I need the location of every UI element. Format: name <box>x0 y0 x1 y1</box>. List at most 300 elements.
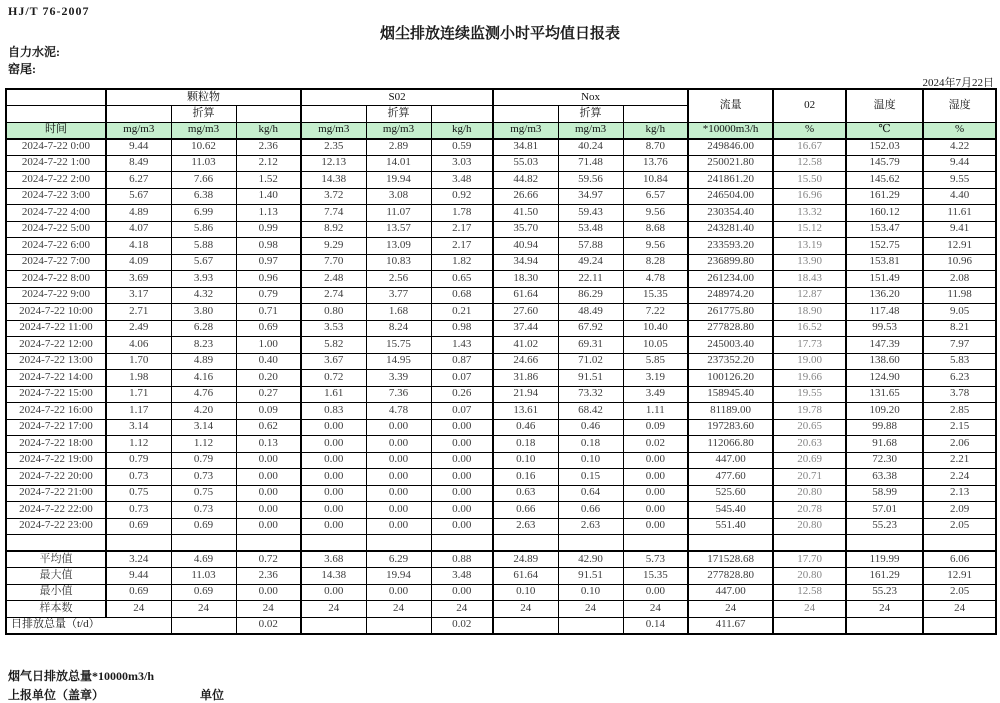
value-cell: 3.78 <box>923 386 996 403</box>
value-cell: 0.02 <box>431 617 493 634</box>
value-cell: 0.14 <box>623 617 688 634</box>
value-cell: 55.03 <box>493 155 558 172</box>
value-cell: 2.12 <box>236 155 301 172</box>
value-cell: 0.00 <box>236 518 301 535</box>
value-cell: 0.26 <box>431 386 493 403</box>
time-cell: 2024-7-22 21:00 <box>6 485 106 502</box>
value-cell: 158945.40 <box>688 386 773 403</box>
value-cell: 4.40 <box>923 188 996 205</box>
value-cell: 8.23 <box>171 337 236 354</box>
value-cell: 0.02 <box>236 617 301 634</box>
value-cell: 73.32 <box>558 386 623 403</box>
value-cell: 0.10 <box>493 584 558 601</box>
value-cell: 3.48 <box>431 568 493 585</box>
value-cell: 0.98 <box>431 320 493 337</box>
value-cell: 0.73 <box>171 469 236 486</box>
value-cell: 12.87 <box>773 287 846 304</box>
value-cell: 0.92 <box>431 188 493 205</box>
value-cell: 4.16 <box>171 370 236 387</box>
table-row <box>6 452 996 469</box>
value-cell: 10.84 <box>623 172 688 189</box>
value-cell <box>366 617 431 634</box>
value-cell: 0.00 <box>623 485 688 502</box>
value-cell: 124.90 <box>846 370 923 387</box>
time-cell: 2024-7-22 4:00 <box>6 205 106 222</box>
empty-cell <box>493 106 558 123</box>
value-cell: 0.69 <box>236 320 301 337</box>
value-cell: 6.23 <box>923 370 996 387</box>
value-cell: 10.05 <box>623 337 688 354</box>
value-cell: 4.69 <box>171 551 236 568</box>
value-cell: 63.38 <box>846 469 923 486</box>
value-cell: 4.18 <box>106 238 171 255</box>
value-cell: 151.49 <box>846 271 923 288</box>
value-cell: 9.44 <box>106 568 171 585</box>
value-cell: 109.20 <box>846 403 923 420</box>
table-row <box>6 238 996 255</box>
value-cell: 0.69 <box>106 584 171 601</box>
value-cell: 5.67 <box>106 188 171 205</box>
value-cell: 0.15 <box>558 469 623 486</box>
report-date: 2024年7月22日 <box>922 77 994 89</box>
value-cell: 40.24 <box>558 139 623 156</box>
value-cell: 0.69 <box>171 584 236 601</box>
value-cell: 24 <box>106 601 171 618</box>
value-cell: 138.60 <box>846 353 923 370</box>
value-cell: 0.62 <box>236 419 301 436</box>
table-row <box>6 370 996 387</box>
unit-cell: % <box>773 122 846 139</box>
report-unit-label: 上报单位（盖章） <box>8 688 105 702</box>
time-cell: 2024-7-22 23:00 <box>6 518 106 535</box>
time-cell: 2024-7-22 3:00 <box>6 188 106 205</box>
value-cell: 0.00 <box>301 469 366 486</box>
value-cell: 0.00 <box>623 502 688 519</box>
value-cell: 0.40 <box>236 353 301 370</box>
value-cell: 4.76 <box>171 386 236 403</box>
table-row <box>6 287 996 304</box>
value-cell: 19.66 <box>773 370 846 387</box>
value-cell: 7.97 <box>923 337 996 354</box>
value-cell: 12.91 <box>923 238 996 255</box>
value-cell: 24 <box>431 601 493 618</box>
value-cell: 3.80 <box>171 304 236 321</box>
time-cell: 2024-7-22 11:00 <box>6 320 106 337</box>
value-cell: 55.23 <box>846 584 923 601</box>
value-cell: 0.75 <box>171 485 236 502</box>
value-cell: 48.49 <box>558 304 623 321</box>
value-cell: 0.10 <box>558 584 623 601</box>
value-cell: 24 <box>773 601 846 618</box>
table-row <box>6 403 996 420</box>
value-cell: 3.67 <box>301 353 366 370</box>
value-cell: 24 <box>923 601 996 618</box>
value-cell: 7.22 <box>623 304 688 321</box>
table-row <box>6 485 996 502</box>
value-cell <box>493 617 558 634</box>
value-cell: 8.49 <box>106 155 171 172</box>
value-cell: 1.12 <box>106 436 171 453</box>
value-cell: 18.90 <box>773 304 846 321</box>
value-cell: 19.94 <box>366 172 431 189</box>
value-cell: 91.51 <box>558 370 623 387</box>
unit-cell: mg/m3 <box>558 122 623 139</box>
value-cell: 7.36 <box>366 386 431 403</box>
value-cell: 22.11 <box>558 271 623 288</box>
value-cell: 9.56 <box>623 238 688 255</box>
value-cell: 2.17 <box>431 238 493 255</box>
separator-row <box>6 535 996 552</box>
value-cell: 0.10 <box>493 452 558 469</box>
time-cell: 2024-7-22 19:00 <box>6 452 106 469</box>
value-cell: 0.00 <box>301 436 366 453</box>
value-cell: 0.00 <box>623 469 688 486</box>
summary-row <box>6 601 996 618</box>
table-row <box>6 502 996 519</box>
value-cell: 58.99 <box>846 485 923 502</box>
value-cell: 0.18 <box>558 436 623 453</box>
value-cell: 145.62 <box>846 172 923 189</box>
value-cell: 545.40 <box>688 502 773 519</box>
value-cell: 0.00 <box>431 584 493 601</box>
value-cell: 0.00 <box>623 452 688 469</box>
group-particulate: 颗粒物 <box>106 89 301 106</box>
value-cell: 0.68 <box>431 287 493 304</box>
value-cell: 10.96 <box>923 254 996 271</box>
value-cell: 0.00 <box>366 518 431 535</box>
empty-cell <box>431 535 493 552</box>
page-title: 烟尘排放连续监测小时平均值日报表 <box>379 26 620 42</box>
value-cell: 13.76 <box>623 155 688 172</box>
value-cell: 20.80 <box>773 485 846 502</box>
value-cell: 11.61 <box>923 205 996 222</box>
value-cell: 0.21 <box>431 304 493 321</box>
value-cell: 34.94 <box>493 254 558 271</box>
value-cell: 153.47 <box>846 221 923 238</box>
value-cell: 57.88 <box>558 238 623 255</box>
value-cell: 0.02 <box>623 436 688 453</box>
value-cell: 4.78 <box>623 271 688 288</box>
value-cell: 71.48 <box>558 155 623 172</box>
value-cell: 1.17 <box>106 403 171 420</box>
empty-cell <box>846 535 923 552</box>
value-cell: 0.00 <box>366 436 431 453</box>
unit-label: 单位 <box>200 688 225 702</box>
value-cell: 16.67 <box>773 139 846 156</box>
value-cell: 7.74 <box>301 205 366 222</box>
value-cell: 237352.20 <box>688 353 773 370</box>
value-cell: 0.00 <box>431 419 493 436</box>
value-cell: 12.13 <box>301 155 366 172</box>
value-cell: 236899.80 <box>688 254 773 271</box>
value-cell: 37.44 <box>493 320 558 337</box>
value-cell: 21.94 <box>493 386 558 403</box>
value-cell: 0.66 <box>493 502 558 519</box>
value-cell: 6.06 <box>923 551 996 568</box>
value-cell: 0.83 <box>301 403 366 420</box>
value-cell: 0.07 <box>431 370 493 387</box>
empty-cell <box>431 106 493 123</box>
value-cell: 24 <box>301 601 366 618</box>
value-cell: 15.12 <box>773 221 846 238</box>
value-cell: 3.14 <box>171 419 236 436</box>
value-cell: 0.99 <box>236 221 301 238</box>
value-cell: 277828.80 <box>688 320 773 337</box>
value-cell <box>846 617 923 634</box>
value-cell: 12.58 <box>773 584 846 601</box>
value-cell: 5.88 <box>171 238 236 255</box>
value-cell <box>171 617 236 634</box>
value-cell: 57.01 <box>846 502 923 519</box>
value-cell: 24 <box>623 601 688 618</box>
value-cell: 233593.20 <box>688 238 773 255</box>
value-cell: 3.72 <box>301 188 366 205</box>
summary-row <box>6 551 996 568</box>
value-cell: 0.80 <box>301 304 366 321</box>
value-cell: 3.77 <box>366 287 431 304</box>
value-cell: 3.49 <box>623 386 688 403</box>
value-cell: 0.00 <box>366 502 431 519</box>
header-units-row <box>6 122 996 139</box>
value-cell: 4.07 <box>106 221 171 238</box>
value-cell: 261775.80 <box>688 304 773 321</box>
table-row <box>6 320 996 337</box>
value-cell: 5.83 <box>923 353 996 370</box>
value-cell: 14.38 <box>301 172 366 189</box>
value-cell: 153.81 <box>846 254 923 271</box>
unit-cell: mg/m3 <box>301 122 366 139</box>
value-cell: 2.36 <box>236 139 301 156</box>
value-cell: 8.70 <box>623 139 688 156</box>
value-cell: 20.80 <box>773 568 846 585</box>
table-body <box>6 139 996 634</box>
value-cell: 0.00 <box>236 485 301 502</box>
value-cell: 6.28 <box>171 320 236 337</box>
value-cell: 8.28 <box>623 254 688 271</box>
value-cell <box>773 617 846 634</box>
time-cell: 2024-7-22 13:00 <box>6 353 106 370</box>
time-header: 时间 <box>6 122 106 139</box>
value-cell: 2.05 <box>923 584 996 601</box>
value-cell: 24.66 <box>493 353 558 370</box>
value-cell: 9.05 <box>923 304 996 321</box>
value-cell: 10.83 <box>366 254 431 271</box>
value-cell: 91.51 <box>558 568 623 585</box>
value-cell: 15.75 <box>366 337 431 354</box>
table-row <box>6 337 996 354</box>
empty-cell <box>171 535 236 552</box>
daily-total-label-cell: 日排放总量（t/d） <box>6 617 171 634</box>
value-cell: 2.06 <box>923 436 996 453</box>
unit-cell: mg/m3 <box>493 122 558 139</box>
value-cell: 24 <box>366 601 431 618</box>
value-cell: 91.68 <box>846 436 923 453</box>
time-cell: 2024-7-22 15:00 <box>6 386 106 403</box>
empty-cell <box>923 535 996 552</box>
value-cell: 18.43 <box>773 271 846 288</box>
value-cell: 9.29 <box>301 238 366 255</box>
time-cell: 2024-7-22 7:00 <box>6 254 106 271</box>
time-cell: 2024-7-22 14:00 <box>6 370 106 387</box>
value-cell: 2.13 <box>923 485 996 502</box>
value-cell: 99.53 <box>846 320 923 337</box>
value-cell: 0.00 <box>623 584 688 601</box>
value-cell: 6.27 <box>106 172 171 189</box>
report-table <box>5 88 997 635</box>
value-cell: 11.03 <box>171 155 236 172</box>
value-cell: 0.00 <box>431 485 493 502</box>
value-cell: 0.00 <box>431 502 493 519</box>
value-cell: 0.00 <box>366 419 431 436</box>
table-row <box>6 205 996 222</box>
table-row <box>6 304 996 321</box>
summary-label-cell: 样本数 <box>6 601 106 618</box>
standard-code: HJ/T 76-2007 <box>8 4 90 18</box>
value-cell: 0.79 <box>171 452 236 469</box>
table-row <box>6 139 996 156</box>
time-cell: 2024-7-22 6:00 <box>6 238 106 255</box>
value-cell: 20.78 <box>773 502 846 519</box>
value-cell: 3.24 <box>106 551 171 568</box>
value-cell: 2.21 <box>923 452 996 469</box>
value-cell: 145.79 <box>846 155 923 172</box>
value-cell: 6.99 <box>171 205 236 222</box>
table-row <box>6 469 996 486</box>
value-cell: 11.07 <box>366 205 431 222</box>
value-cell: 2.48 <box>301 271 366 288</box>
table-row <box>6 518 996 535</box>
value-cell: 1.52 <box>236 172 301 189</box>
time-cell: 2024-7-22 8:00 <box>6 271 106 288</box>
value-cell: 99.88 <box>846 419 923 436</box>
empty-cell <box>236 535 301 552</box>
value-cell: 34.97 <box>558 188 623 205</box>
value-cell: 20.71 <box>773 469 846 486</box>
table-row <box>6 271 996 288</box>
empty-cell <box>493 535 558 552</box>
time-cell: 2024-7-22 22:00 <box>6 502 106 519</box>
value-cell: 0.72 <box>236 551 301 568</box>
table-row <box>6 221 996 238</box>
empty-cell <box>106 106 171 123</box>
value-cell: 1.78 <box>431 205 493 222</box>
value-cell: 0.00 <box>301 419 366 436</box>
value-cell: 0.00 <box>236 452 301 469</box>
value-cell: 1.71 <box>106 386 171 403</box>
value-cell: 4.89 <box>171 353 236 370</box>
group-nox: Nox <box>493 89 688 106</box>
value-cell: 24 <box>171 601 236 618</box>
value-cell: 0.09 <box>623 419 688 436</box>
value-cell: 15.35 <box>623 287 688 304</box>
value-cell: 9.44 <box>923 155 996 172</box>
value-cell: 241861.20 <box>688 172 773 189</box>
conversion-label: 折算 <box>558 106 623 123</box>
value-cell: 3.08 <box>366 188 431 205</box>
value-cell: 3.53 <box>301 320 366 337</box>
value-cell: 0.96 <box>236 271 301 288</box>
value-cell: 17.70 <box>773 551 846 568</box>
flue-gas-total-note: 烟气日排放总量*10000m3/h <box>8 669 155 683</box>
value-cell: 3.69 <box>106 271 171 288</box>
value-cell: 3.14 <box>106 419 171 436</box>
value-cell: 1.70 <box>106 353 171 370</box>
value-cell: 0.18 <box>493 436 558 453</box>
table-row <box>6 419 996 436</box>
value-cell: 10.62 <box>171 139 236 156</box>
value-cell: 13.90 <box>773 254 846 271</box>
value-cell: 2.36 <box>236 568 301 585</box>
unit-cell: kg/h <box>431 122 493 139</box>
value-cell: 0.87 <box>431 353 493 370</box>
unit-cell: kg/h <box>236 122 301 139</box>
value-cell: 14.95 <box>366 353 431 370</box>
value-cell: 42.90 <box>558 551 623 568</box>
value-cell: 112066.80 <box>688 436 773 453</box>
value-cell: 6.38 <box>171 188 236 205</box>
value-cell: 0.46 <box>493 419 558 436</box>
site-label: 窑尾: <box>8 62 36 76</box>
value-cell: 0.00 <box>236 584 301 601</box>
value-cell: 0.72 <box>301 370 366 387</box>
summary-label-cell: 最小值 <box>6 584 106 601</box>
empty-cell <box>366 535 431 552</box>
value-cell: 40.94 <box>493 238 558 255</box>
value-cell: 2.89 <box>366 139 431 156</box>
value-cell: 119.99 <box>846 551 923 568</box>
value-cell: 41.50 <box>493 205 558 222</box>
value-cell: 8.24 <box>366 320 431 337</box>
value-cell: 86.29 <box>558 287 623 304</box>
value-cell: 277828.80 <box>688 568 773 585</box>
value-cell: 16.96 <box>773 188 846 205</box>
value-cell: 249846.00 <box>688 139 773 156</box>
value-cell: 12.58 <box>773 155 846 172</box>
value-cell: 61.64 <box>493 568 558 585</box>
value-cell: 3.93 <box>171 271 236 288</box>
value-cell: 4.09 <box>106 254 171 271</box>
value-cell <box>301 617 366 634</box>
value-cell: 230354.40 <box>688 205 773 222</box>
value-cell: 2.56 <box>366 271 431 288</box>
empty-cell <box>688 535 773 552</box>
unit-cell: mg/m3 <box>106 122 171 139</box>
conversion-label: 折算 <box>366 106 431 123</box>
value-cell: 59.43 <box>558 205 623 222</box>
value-cell: 6.57 <box>623 188 688 205</box>
value-cell: 2.09 <box>923 502 996 519</box>
summary-row <box>6 584 996 601</box>
value-cell: 20.65 <box>773 419 846 436</box>
organization-label: 自力水泥: <box>8 45 60 59</box>
value-cell: 11.03 <box>171 568 236 585</box>
value-cell: 24 <box>493 601 558 618</box>
value-cell: 0.00 <box>366 452 431 469</box>
value-cell: 1.68 <box>366 304 431 321</box>
value-cell: 0.27 <box>236 386 301 403</box>
value-cell <box>558 617 623 634</box>
value-cell: 15.50 <box>773 172 846 189</box>
value-cell: 0.20 <box>236 370 301 387</box>
table-row <box>6 353 996 370</box>
value-cell: 34.81 <box>493 139 558 156</box>
table-row <box>6 188 996 205</box>
value-cell: 19.55 <box>773 386 846 403</box>
value-cell: 0.00 <box>366 469 431 486</box>
value-cell: 261234.00 <box>688 271 773 288</box>
value-cell: 20.63 <box>773 436 846 453</box>
value-cell: 2.05 <box>923 518 996 535</box>
